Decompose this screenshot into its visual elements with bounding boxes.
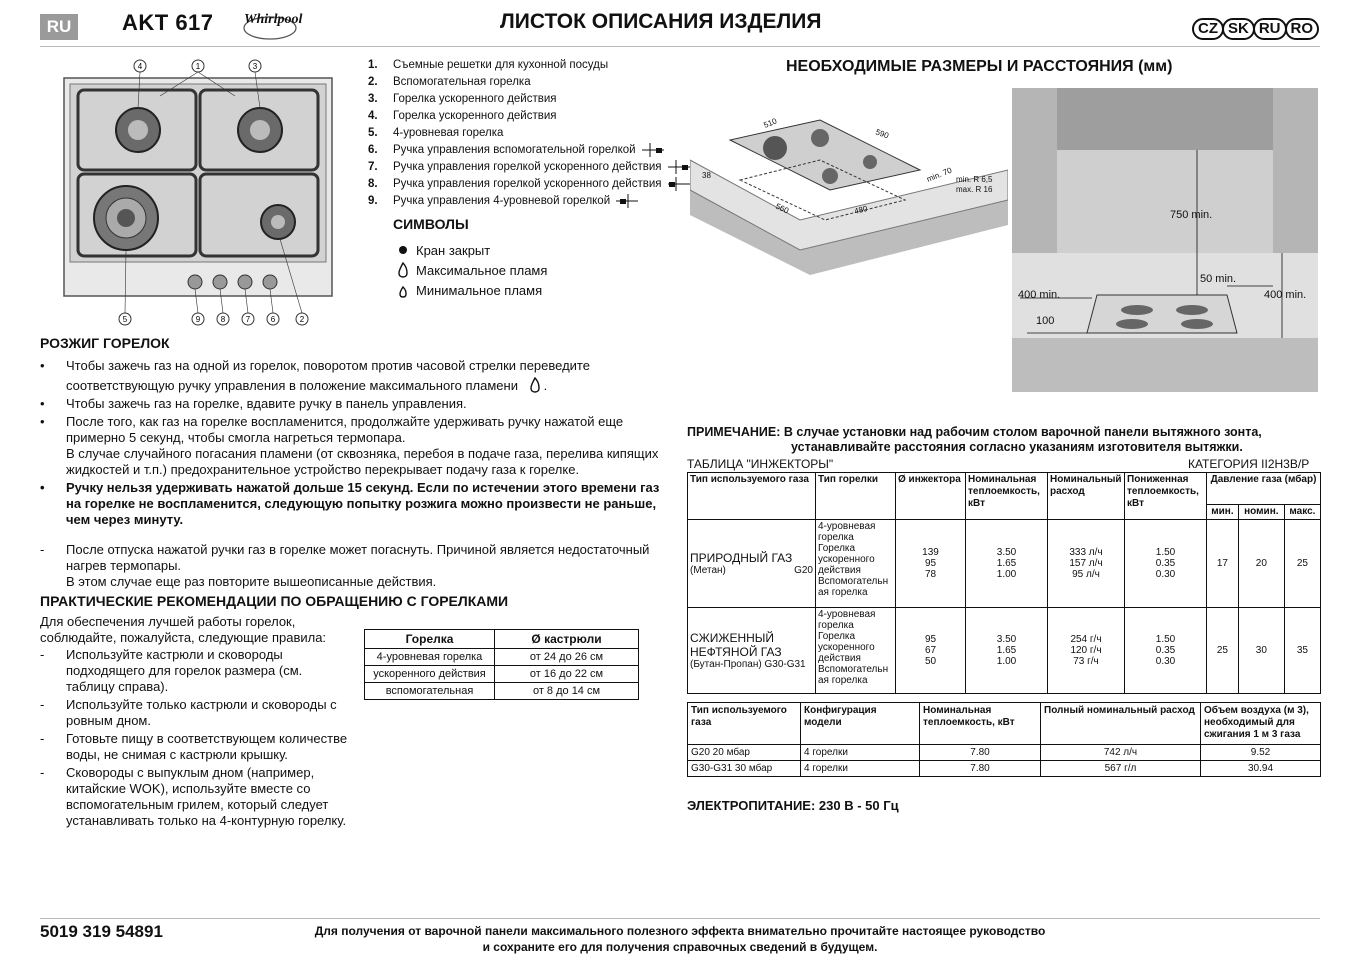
- list-item: - Готовьте пищу в соответствующем количестве воды, не снимая с кастрюли крышку.: [40, 731, 348, 762]
- document-title: ЛИСТОК ОПИСАНИЯ ИЗДЕЛИЯ: [500, 10, 822, 33]
- knob-position-icon: [642, 143, 664, 157]
- list-item: Максимальное пламя: [398, 260, 547, 280]
- dim-label: min. R 6,5: [956, 175, 993, 184]
- list-item: 5. 4-уровневая горелка: [368, 126, 504, 139]
- warning-item: • Ручку нельзя удерживать нажатой дольше 15 секунд. Если по истечении этого времени газ на горелке не воспламенится, следующую попытку розжига можно произвести не раньше, чем через минуту.: [40, 480, 660, 527]
- dim-label: 510: [762, 116, 779, 130]
- list-item: 4. Горелка ускоренного действия: [368, 109, 557, 122]
- dim-label: 560: [774, 201, 791, 216]
- gas-category: КАТЕГОРИЯ II2H3B/P: [1188, 457, 1310, 471]
- callout-5: 5: [122, 315, 128, 324]
- dim-label: 480: [853, 203, 869, 216]
- small-flame-icon: [398, 282, 416, 298]
- callout-7: 7: [245, 315, 251, 324]
- ignition-heading: РОЗЖИГ ГОРЕЛОК: [40, 335, 170, 351]
- injector-table: [687, 472, 1321, 694]
- dot-icon: [398, 244, 416, 256]
- air-volume-table: [687, 702, 1321, 777]
- table-row: ускоренного действия от 16 до 22 см: [365, 666, 639, 683]
- table-header: мин. номин. макс.: [688, 505, 1321, 520]
- practical-heading: ПРАКТИЧЕСКИЕ РЕКОМЕНДАЦИИ ПО ОБРАЩЕНИЮ С ГОРЕЛКАМИ: [40, 593, 509, 609]
- list-item: 2. Вспомогательная горелка: [368, 75, 531, 88]
- language-badge: RU: [40, 14, 78, 40]
- brand-name: Whirlpool: [244, 12, 303, 27]
- list-item: 8. Ручка управления горелкой ускоренного действия: [368, 175, 690, 192]
- table-header: Горелка Ø кастрюли: [365, 630, 639, 649]
- list-item: - Сковороды с выпуклым дном (например, китайские WOK), используйте вместе со вспомогательным грилем, который следует устанавливать только на 4-контурную горелку.: [40, 765, 347, 828]
- list-item: 1. Съемные решетки для кухонной посуды: [368, 58, 609, 71]
- table-row: G20 20 мбар 4 горелки 7.80 742 л/ч 9.52: [688, 745, 1321, 761]
- table-row: ПРИРОДНЫЙ ГАЗ (Метан) G20 4-уровневая горелка Горелка ускоренного действия Вспомогательн ая горелка 139 95 78 3.50 1.65 1.00 333 л/ч 157 л/ч 95 л/ч 1.50 0.35 0.30 17 20 25: [688, 520, 1321, 608]
- callout-6: 6: [270, 315, 276, 324]
- lang-ru[interactable]: RU: [1253, 18, 1287, 40]
- installation-note: ПРИМЕЧАНИЕ: В случае установки над рабочим столом варочной панели вытяжного зонта, устанавливайте расстояния согласно указаниям изготовителя вытяжки.: [687, 425, 1262, 454]
- list-item: - Используйте кастрюли и сковороды подходящего для горелок размера (см. таблицу справа).: [40, 647, 303, 694]
- symbols-legend: [398, 240, 547, 300]
- callout-2: 2: [299, 315, 305, 324]
- list-item: 9. Ручка управления 4-уровневой горелкой: [368, 192, 690, 209]
- practical-recommendations: Для обеспечения лучшей работы горелок, соблюдайте, пожалуйста, следующие правила: - Используйте кастрюли и сковороды подходящего для горелок размера (см. таблицу справа). - Используйте только кастрюли и сковороды с ровным дном. - Готовьте пищу в соответствующем количестве воды, не снимая с кастрюли крышку. - Сковороды с выпуклым дном (например, китайские WOK), используйте вместе со вспомогательным грилем, который следует устанавливать только на 4-контурную горелку.: [40, 614, 352, 831]
- knob-position-icon: [668, 160, 690, 174]
- list-item: • Чтобы зажечь газ на одной из горелок, поворотом против часовой стрелки переведите соответствующую ручку управления в положение максимального пламени .: [40, 358, 590, 393]
- injector-table-caption: ТАБЛИЦА "ИНЖЕКТОРЫ": [687, 457, 834, 471]
- dim-label: max. R 16: [956, 185, 993, 194]
- callout-3: 3: [252, 62, 258, 71]
- dim-label: 100: [1036, 315, 1055, 327]
- list-item: • Чтобы зажечь газ на горелке, вдавите ручку в панель управления.: [40, 396, 467, 411]
- table-row: G30-G31 30 мбар 4 горелки 7.80 567 г/л 30.94: [688, 761, 1321, 777]
- document-code: 5019 319 54891: [40, 922, 163, 941]
- big-flame-icon: [528, 377, 544, 393]
- pan-size-table: [364, 629, 639, 700]
- knob-position-icon: [668, 177, 690, 191]
- header-divider: [40, 46, 1320, 47]
- list-item: - Используйте только кастрюли и сковороды с ровным дном.: [40, 697, 337, 728]
- list-item: Минимальное пламя: [398, 280, 547, 300]
- list-item: 3. Горелка ускоренного действия: [368, 92, 557, 105]
- brand-logo: [240, 6, 310, 44]
- table-row: 4-уровневая горелка от 24 до 26 см: [365, 649, 639, 666]
- callout-8: 8: [220, 315, 226, 324]
- dim-label: 590: [874, 127, 890, 141]
- model-number: AKT 617: [122, 10, 214, 35]
- dim-label: min. 70: [925, 165, 954, 184]
- callout-1: 1: [195, 62, 201, 71]
- hob-diagram: [40, 56, 340, 331]
- table-row: вспомогательная от 8 до 14 см: [365, 683, 639, 700]
- big-flame-icon: [398, 262, 416, 278]
- dim-label: 400 min.: [1018, 289, 1061, 301]
- callout-4: 4: [137, 62, 143, 71]
- dim-label: 50 min.: [1200, 273, 1237, 285]
- symbols-heading: СИМВОЛЫ: [393, 216, 469, 232]
- lang-sk[interactable]: SK: [1222, 18, 1255, 40]
- table-header: Тип используемого газа Конфигурация модели Номинальная теплоемкость, кВт Полный номинальный расход Объем воздуха (м 3), необходимый для сжигания 1 м 3 газа: [688, 703, 1321, 745]
- table-row: СЖИЖЕННЫЙ НЕФТЯНОЙ ГАЗ (Бутан-Пропан) G30-G31 4-уровневая горелка Горелка ускоренного действия Вспомогательн ая горелка 95 67 50 3.50 1.65 1.00 254 г/ч 120 г/ч 73 г/ч 1.50 0.35 0.30 25 30 35: [688, 608, 1321, 694]
- dim-label: 38: [702, 171, 711, 180]
- lang-cz[interactable]: CZ: [1192, 18, 1224, 40]
- parts-list: [368, 56, 690, 209]
- dim-label: 400 min.: [1264, 289, 1307, 301]
- ignition-instructions: [40, 358, 676, 592]
- table-header: Тип используемого газа Тип горелки Ø инжектора Номинальная теплоемкость, кВт Номинальный расход Пониженная теплоемкость, кВт Давление газа (мбар): [688, 473, 1321, 505]
- hood-clearance-diagram: [1012, 88, 1318, 392]
- list-item: • После того, как газ на горелке воспламенится, продолжайте удерживать ручку нажатой еще примерно 5 секунд, чтобы смогла нагреться термопара. В случае случайного погасания пламени (от сквозняка, перебоя в подаче газа, перелива кипящих жидкостей и т.п.) предохранительное устройство перекрывает подачу газа к горелке.: [40, 414, 659, 477]
- list-item: 7. Ручка управления горелкой ускоренного действия: [368, 158, 690, 175]
- callout-9: 9: [195, 315, 201, 324]
- lang-ro[interactable]: RO: [1285, 18, 1320, 40]
- footer-divider: [40, 918, 1320, 919]
- dimensions-heading: НЕОБХОДИМЫЕ РАЗМЕРЫ И РАССТОЯНИЯ (мм): [786, 58, 1173, 75]
- dim-label: 750 min.: [1170, 209, 1213, 221]
- list-item: Кран закрыт: [398, 240, 547, 260]
- footer-note: Для получения от варочной панели максимального полезного эффекта внимательно прочитайте настоящее руководство и сохраните его для получения справочных сведений в будущем.: [314, 924, 1046, 954]
- list-item: - После отпуска нажатой ручки газ в горелке может погаснуть. Причиной является недостаточный нагрев термопары. В этом случае еще раз повторите вышеописанные действия.: [40, 542, 650, 589]
- installation-diagram: [690, 90, 1008, 280]
- knob-position-icon: [616, 194, 638, 208]
- language-selector: [1194, 18, 1319, 40]
- power-supply: ЭЛЕКТРОПИТАНИЕ: 230 В - 50 Гц: [687, 798, 899, 813]
- list-item: 6. Ручка управления вспомогательной горелкой: [368, 141, 690, 158]
